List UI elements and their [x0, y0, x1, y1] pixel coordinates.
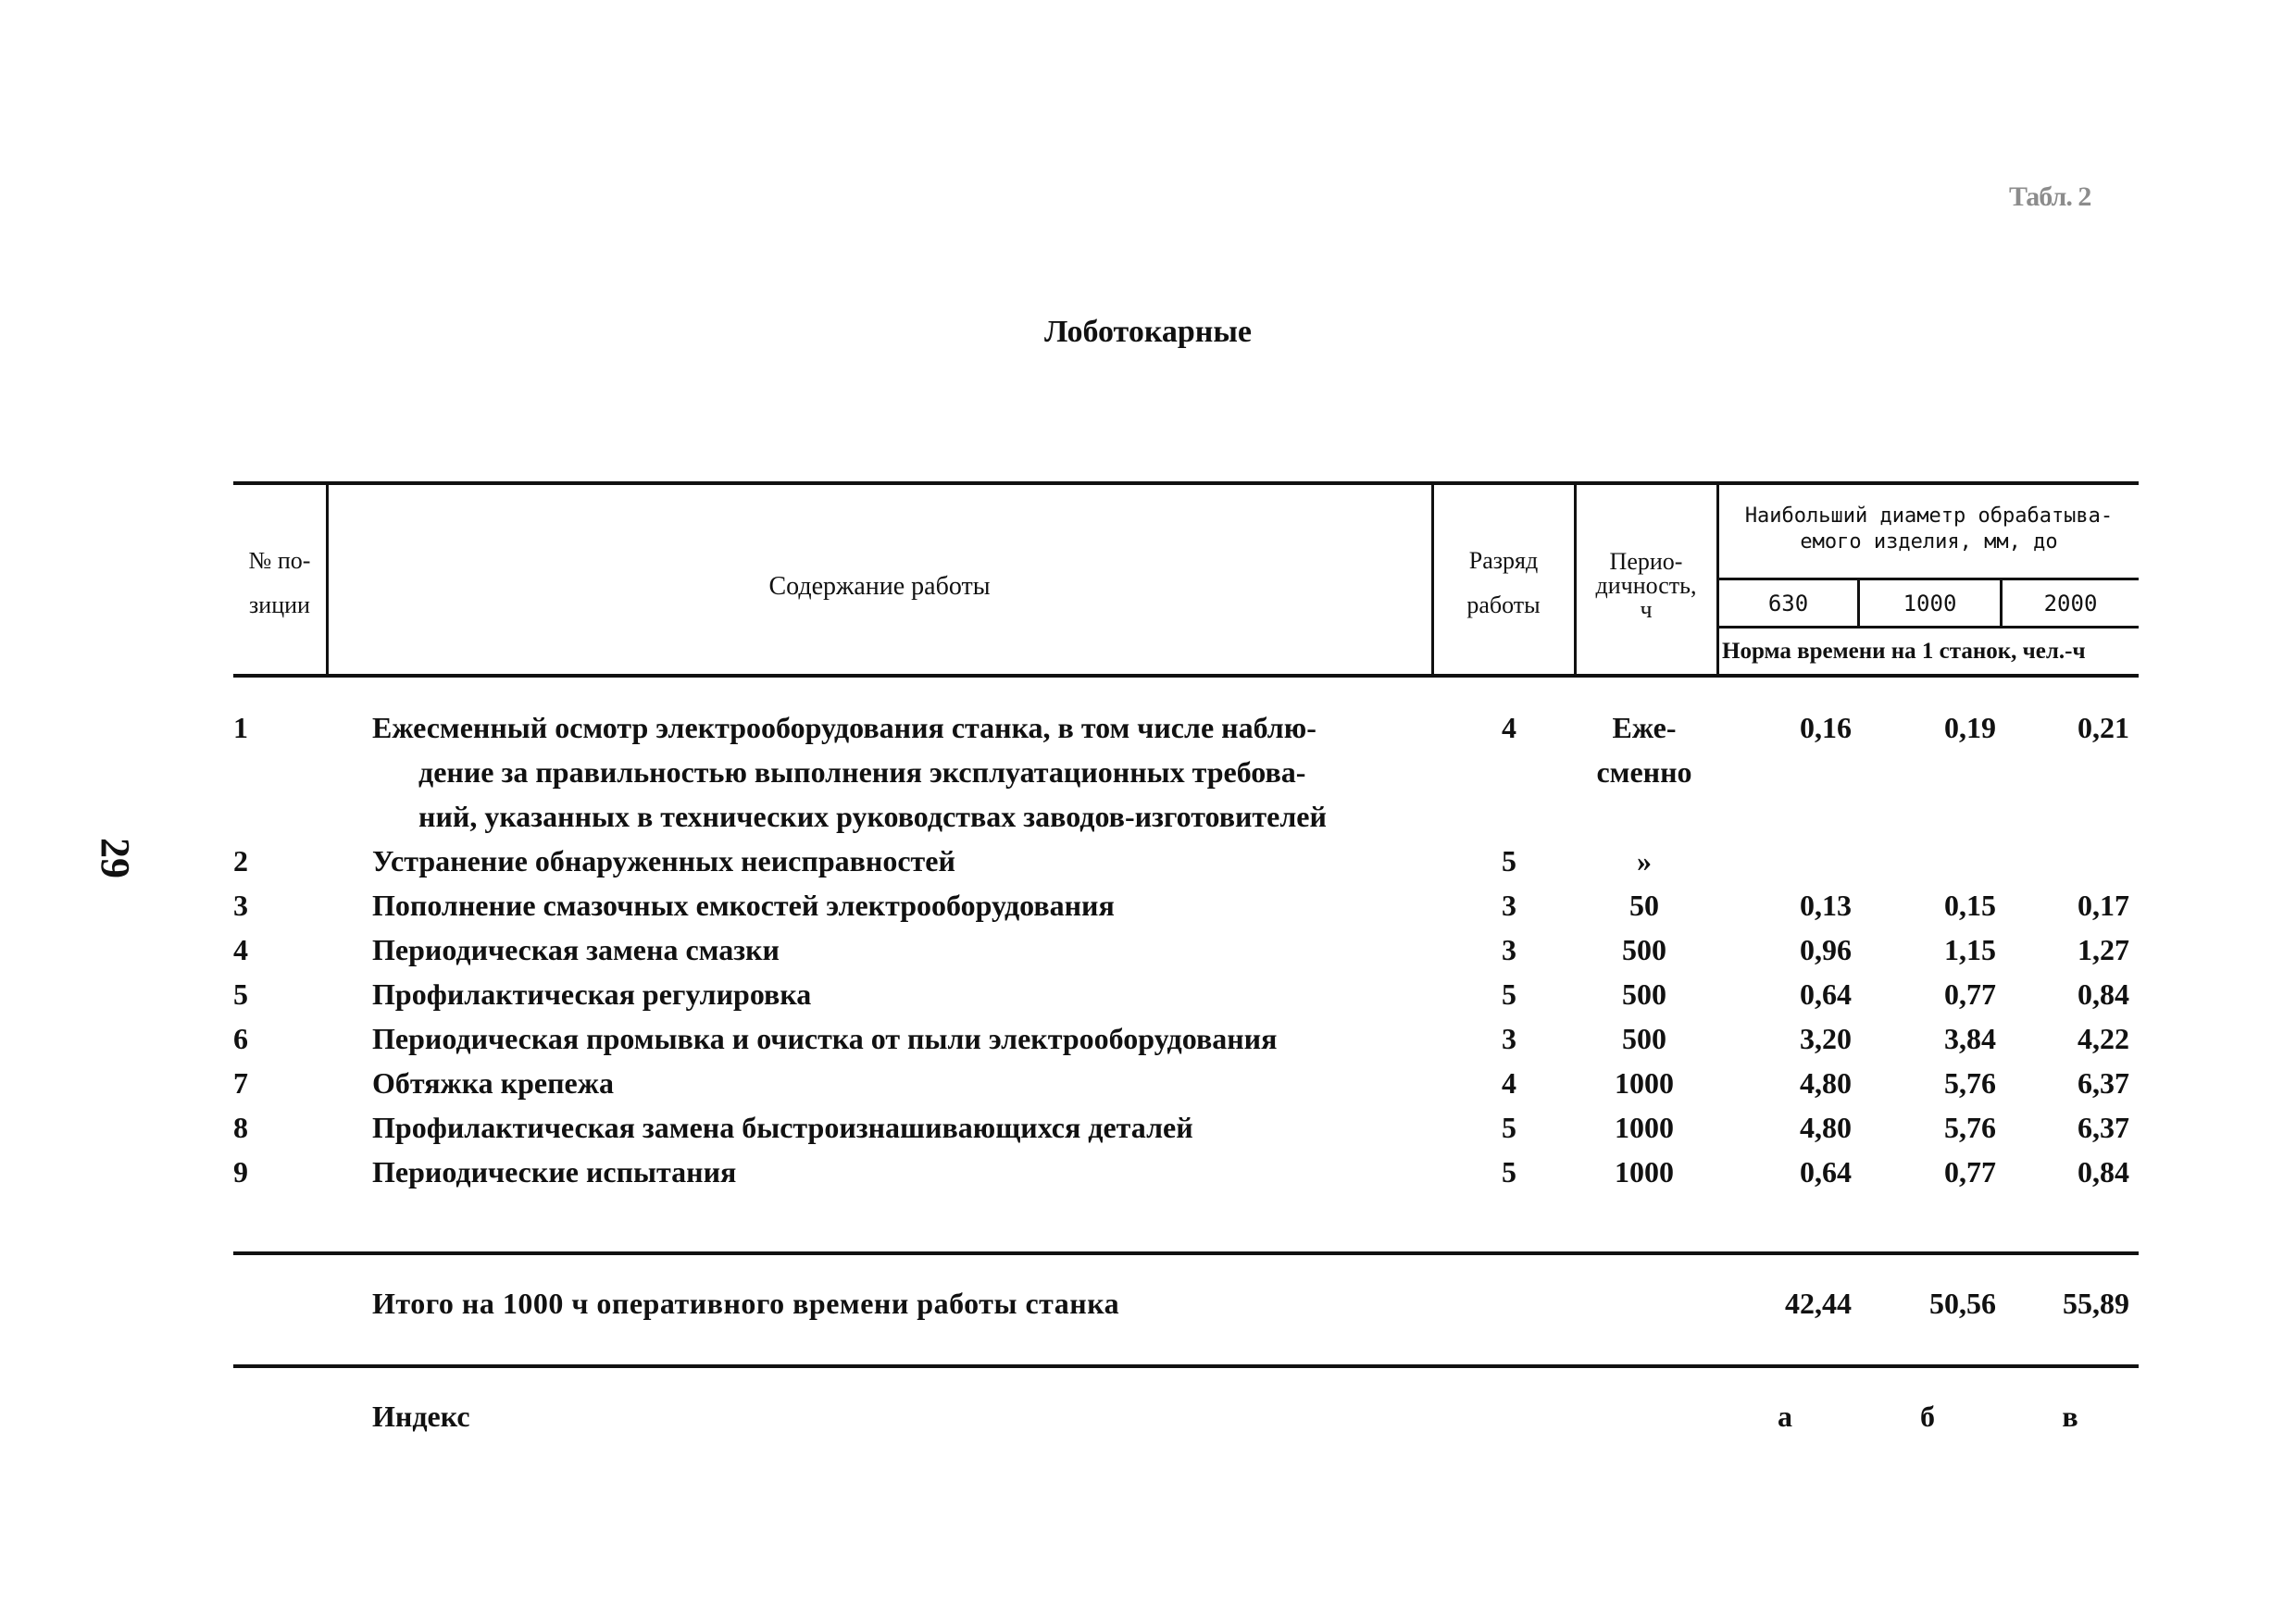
row-content: Периодическая замена смазки [372, 933, 780, 966]
table-row [0, 889, 2296, 933]
total-row [0, 1287, 2296, 1331]
row-content-line2: дение за правильностью выполнения эксплуатационных требова- [418, 755, 1306, 789]
row-number: 6 [233, 1022, 248, 1055]
row-norm-1000: 1,15 [1944, 933, 1996, 966]
table-row-continuation [0, 755, 2296, 800]
total-top-rule [233, 1251, 2139, 1255]
header-position [233, 546, 326, 620]
row-norm-630: 0,16 [1800, 711, 1852, 744]
row-norm-2000: 0,17 [2078, 889, 2129, 922]
header-norm-rule [1718, 626, 2139, 629]
row-norm-630: 3,20 [1800, 1022, 1852, 1055]
row-number: 3 [233, 889, 248, 922]
row-norm-2000: 6,37 [2078, 1066, 2129, 1100]
row-content-line3: ний, указанных в технических руководствах заводов-изготовителей [418, 800, 1327, 833]
header-bottom-rule [233, 674, 2139, 678]
header-periodicity-line1: Перио- [1609, 548, 1683, 575]
row-norm-2000: 4,22 [2078, 1022, 2129, 1055]
header-category-line2: работы [1466, 591, 1541, 618]
row-category: 4 [1502, 1066, 1516, 1100]
header-category-line1: Разряд [1468, 547, 1539, 574]
row-category: 4 [1502, 711, 1516, 744]
row-number: 8 [233, 1111, 248, 1144]
row-periodicity: 1000 [1615, 1155, 1674, 1189]
header-content: Содержание работы [768, 572, 991, 601]
table-row [0, 1022, 2296, 1066]
row-category: 3 [1502, 889, 1516, 922]
row-periodicity: 50 [1629, 889, 1659, 922]
header-diameter [1719, 504, 2139, 555]
index-label: Индекс [372, 1400, 470, 1433]
table-row [0, 1111, 2296, 1155]
row-norm-2000: 1,27 [2078, 933, 2129, 966]
total-norm-2000: 55,89 [2063, 1287, 2129, 1320]
total-norm-630: 42,44 [1785, 1287, 1852, 1320]
table-number-label: Табл. 2 [2009, 181, 2091, 212]
header-diameter-line1: Наибольший диаметр обрабатыва- [1744, 504, 2114, 528]
row-norm-1000: 3,84 [1944, 1022, 1996, 1055]
table-row [0, 711, 2296, 755]
header-category [1434, 546, 1573, 620]
row-periodicity: 500 [1622, 977, 1666, 1011]
row-content: Пополнение смазочных емкостей электрооборудования [372, 889, 1115, 922]
header-diameter-2000: 2000 [2043, 591, 2098, 616]
row-category: 3 [1502, 933, 1516, 966]
row-content: Периодические испытания [372, 1155, 737, 1189]
table-row [0, 1066, 2296, 1111]
row-norm-630: 0,64 [1800, 1155, 1852, 1189]
row-norm-2000: 0,84 [2078, 1155, 2129, 1189]
row-content: Профилактическая регулировка [372, 977, 812, 1011]
row-norm-1000: 5,76 [1944, 1066, 1996, 1100]
row-number: 2 [233, 844, 248, 877]
row-norm-1000: 5,76 [1944, 1111, 1996, 1144]
row-periodicity: Еже- [1612, 711, 1677, 744]
page-number: 29 [93, 838, 138, 878]
header-diameter-line2: емого изделия, мм, до [1800, 530, 2058, 554]
row-number: 9 [233, 1155, 248, 1189]
row-norm-630: 4,80 [1800, 1111, 1852, 1144]
row-norm-630: 0,96 [1800, 933, 1852, 966]
index-row [0, 1400, 2296, 1444]
row-category: 3 [1502, 1022, 1516, 1055]
row-content: Периодическая промывка и очистка от пыли электрооборудования [372, 1022, 1278, 1055]
row-norm-630: 4,80 [1800, 1066, 1852, 1100]
total-label: Итого на 1000 ч оперативного времени работы станка [372, 1287, 1120, 1320]
index-2000: в [2062, 1400, 2078, 1433]
index-1000: б [1920, 1400, 1935, 1433]
row-content: Устранение обнаруженных неисправностей [372, 844, 955, 877]
row-periodicity: 500 [1622, 933, 1666, 966]
row-periodicity: 500 [1622, 1022, 1666, 1055]
header-periodicity-line3: ч [1640, 596, 1653, 623]
row-norm-2000: 6,37 [2078, 1111, 2129, 1144]
table-row [0, 977, 2296, 1022]
row-category: 5 [1502, 977, 1516, 1011]
table-row-continuation [0, 800, 2296, 844]
index-630: а [1778, 1400, 1792, 1433]
row-periodicity: 1000 [1615, 1111, 1674, 1144]
header-position-line1: № по- [248, 547, 311, 574]
header-diameter-rule [1718, 578, 2139, 580]
row-periodicity: 1000 [1615, 1066, 1674, 1100]
row-number: 4 [233, 933, 248, 966]
row-number: 5 [233, 977, 248, 1011]
table-title: Лоботокарные [1043, 315, 1253, 349]
row-number: 1 [233, 711, 248, 744]
row-content: Обтяжка крепежа [372, 1066, 614, 1100]
header-periodicity [1577, 550, 1716, 622]
header-norm: Норма времени на 1 станок, чел.-ч [1722, 639, 2086, 664]
row-content: Ежесменный осмотр электрооборудования станка, в том числе наблю- [372, 711, 1316, 744]
header-diameter-630: 630 [1767, 591, 1809, 616]
row-norm-630: 0,64 [1800, 977, 1852, 1011]
row-norm-2000: 0,84 [2078, 977, 2129, 1011]
total-norm-1000: 50,56 [1929, 1287, 1996, 1320]
table-row [0, 1155, 2296, 1200]
header-periodicity-line2: дичность, [1595, 572, 1697, 599]
row-category: 5 [1502, 1111, 1516, 1144]
table-row [0, 933, 2296, 977]
row-content: Профилактическая замена быстроизнашивающихся деталей [372, 1111, 1193, 1144]
row-periodicity-line2: сменно [1596, 755, 1692, 789]
table-row [0, 844, 2296, 889]
row-periodicity: » [1637, 844, 1652, 877]
row-norm-2000: 0,21 [2078, 711, 2129, 744]
index-top-rule [233, 1364, 2139, 1368]
row-norm-1000: 0,19 [1944, 711, 1996, 744]
header-top-rule [233, 481, 2139, 485]
row-number: 7 [233, 1066, 248, 1100]
header-position-line2: зиции [249, 591, 310, 618]
row-norm-1000: 0,15 [1944, 889, 1996, 922]
row-norm-1000: 0,77 [1944, 977, 1996, 1011]
header-diameter-1000: 1000 [1903, 591, 1957, 616]
row-category: 5 [1502, 844, 1516, 877]
row-norm-1000: 0,77 [1944, 1155, 1996, 1189]
row-category: 5 [1502, 1155, 1516, 1189]
row-norm-630: 0,13 [1800, 889, 1852, 922]
